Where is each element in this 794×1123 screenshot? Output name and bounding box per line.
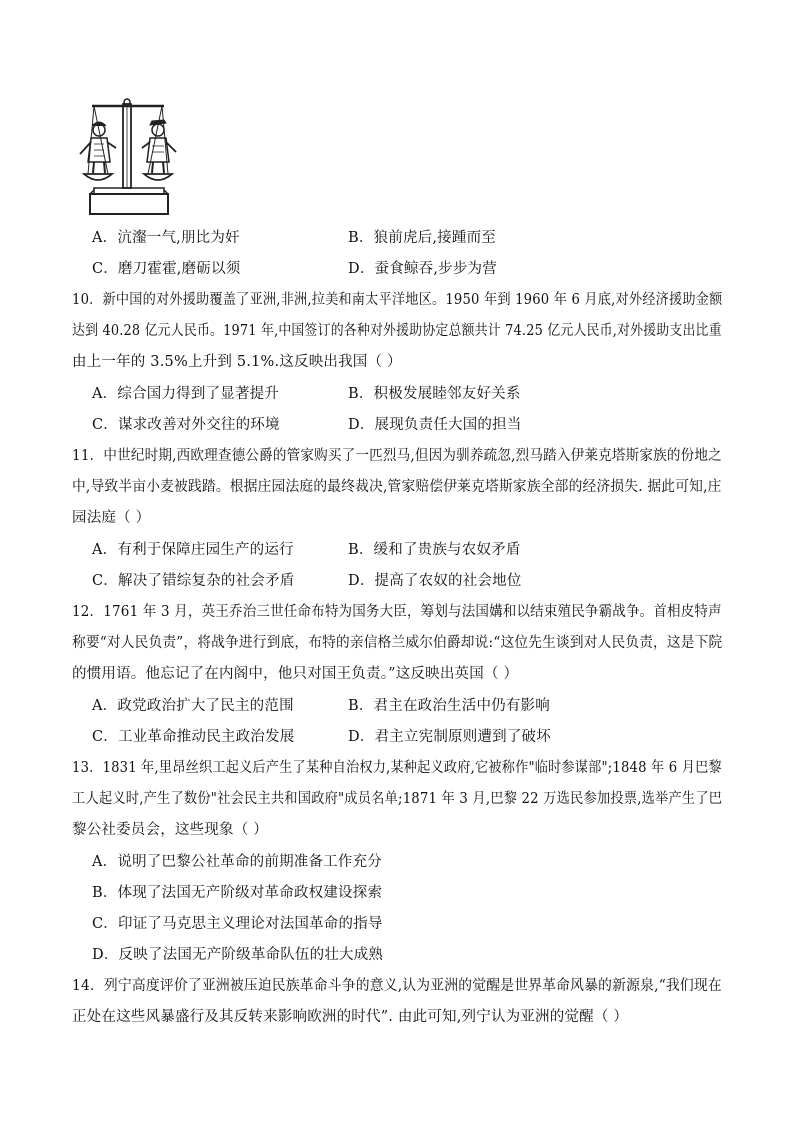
q13-text-line-3: 黎公社委员会，这些现象（ ） [72,822,268,838]
q13-option-d: D．反映了法国无产阶级革命队伍的壮大成熟 [92,947,384,963]
q12-option-b: B．君主在政治生活中仍有影响 [348,698,550,714]
q10-option-b: B．积极发展睦邻友好关系 [348,386,521,402]
q14-text-line-1: 14．列宁高度评价了亚洲被压迫民族革命斗争的意义,认为亚洲的觉醒是世界革命风暴的新源泉,“我们现在 [72,978,722,994]
q11-text-line-2: 中,导致半亩小麦被践踏。根据庄园法庭的最终裁决,管家赔偿伊莱克塔斯家族全部的经济损失. 据此可知,庄 [72,479,722,495]
q12-option-a: A．政党政治扩大了民主的范围 [92,698,294,714]
q13-option-b: B．体现了法国无产阶级对革命政权建设探索 [92,885,383,901]
q11-text-line-1: 11．中世纪时期,西欧理查德公爵的管家购买了一匹烈马,但因为驯养疏忽,烈马踏入伊莱克塔斯家族的份地之 [72,448,722,464]
q11-option-d: D．提高了农奴的社会地位 [348,573,522,589]
q11-option-a: A．有利于保障庄园生产的运行 [92,542,294,558]
balance-scale-cartoon [72,96,182,218]
q10-option-d: D．展现负责任大国的担当 [348,417,522,433]
q10-text-line-2: 达到 40.28 亿元人民币。1971 年,中国签订的各种对外援助协定总额共计 74.25 亿元人民币,对外援助支出比重 [72,323,722,339]
q12-option-c: C．工业革命推动民主政治发展 [92,729,295,745]
q10-text-line-3: 由上一年的 3.5%上升到 5.1%.这反映出我国（ ） [72,354,402,370]
q9-option-a: A．沆瀣一气,朋比为奸 [92,230,240,246]
q12-text-line-1: 12．1761 年 3 月，英王乔治三世任命布特为国务大臣，筹划与法国媾和以结束殖民争霸战争。首相皮特声 [72,604,722,620]
q9-option-d: D．蚕食鲸吞,步步为营 [348,261,497,277]
q14-text-line-2: 正处在这些风暴盛行及其反转来影响欧洲的时代”. 由此可知,列宁认为亚洲的觉醒（ ） [72,1009,629,1025]
q11-option-b: B．缓和了贵族与农奴矛盾 [348,542,521,558]
q12-text-line-2: 称要“对人民负责”，将战争进行到底，布特的亲信格兰威尔伯爵却说:“这位先生谈到对人民负责，这是下院 [72,635,723,651]
q10-option-c: C．谋求改善对外交往的环境 [92,417,280,433]
q13-text-line-1: 13．1831 年,里昂丝织工起义后产生了某种自治权力,某种起义政府,它被称作"临时参谋部";1848 年 6 月巴黎 [72,760,722,776]
q12-option-d: D．君主立宪制原则遭到了破坏 [348,729,551,745]
q13-option-c: C．印证了马克思主义理论对法国革命的指导 [92,916,383,932]
q9-option-b: B．狼前虎后,接踵而至 [348,230,496,246]
q12-text-line-3: 的惯用语。他忘记了在内阁中，他只对国王负责。”这反映出英国（ ） [72,666,519,682]
q10-text-line-1: 10．新中国的对外援助覆盖了亚洲,非洲,拉美和南太平洋地区。1950 年到 1960 年 6 月底,对外经济援助金额 [72,292,723,308]
q10-option-a: A．综合国力得到了显著提升 [92,386,280,402]
q13-text-line-2: 工人起义时,产生了数份"社会民主共和国政府"成员名单;1871 年 3 月,巴黎 22 万选民参加投票,选举产生了巴 [72,791,723,807]
q11-option-c: C．解决了错综复杂的社会矛盾 [92,573,295,589]
q11-text-line-3: 园法庭（ ） [72,510,151,526]
q9-option-c: C．磨刀霍霍,磨砺以须 [92,261,241,277]
q13-option-a: A．说明了巴黎公社革命的前期准备工作充分 [92,854,382,870]
